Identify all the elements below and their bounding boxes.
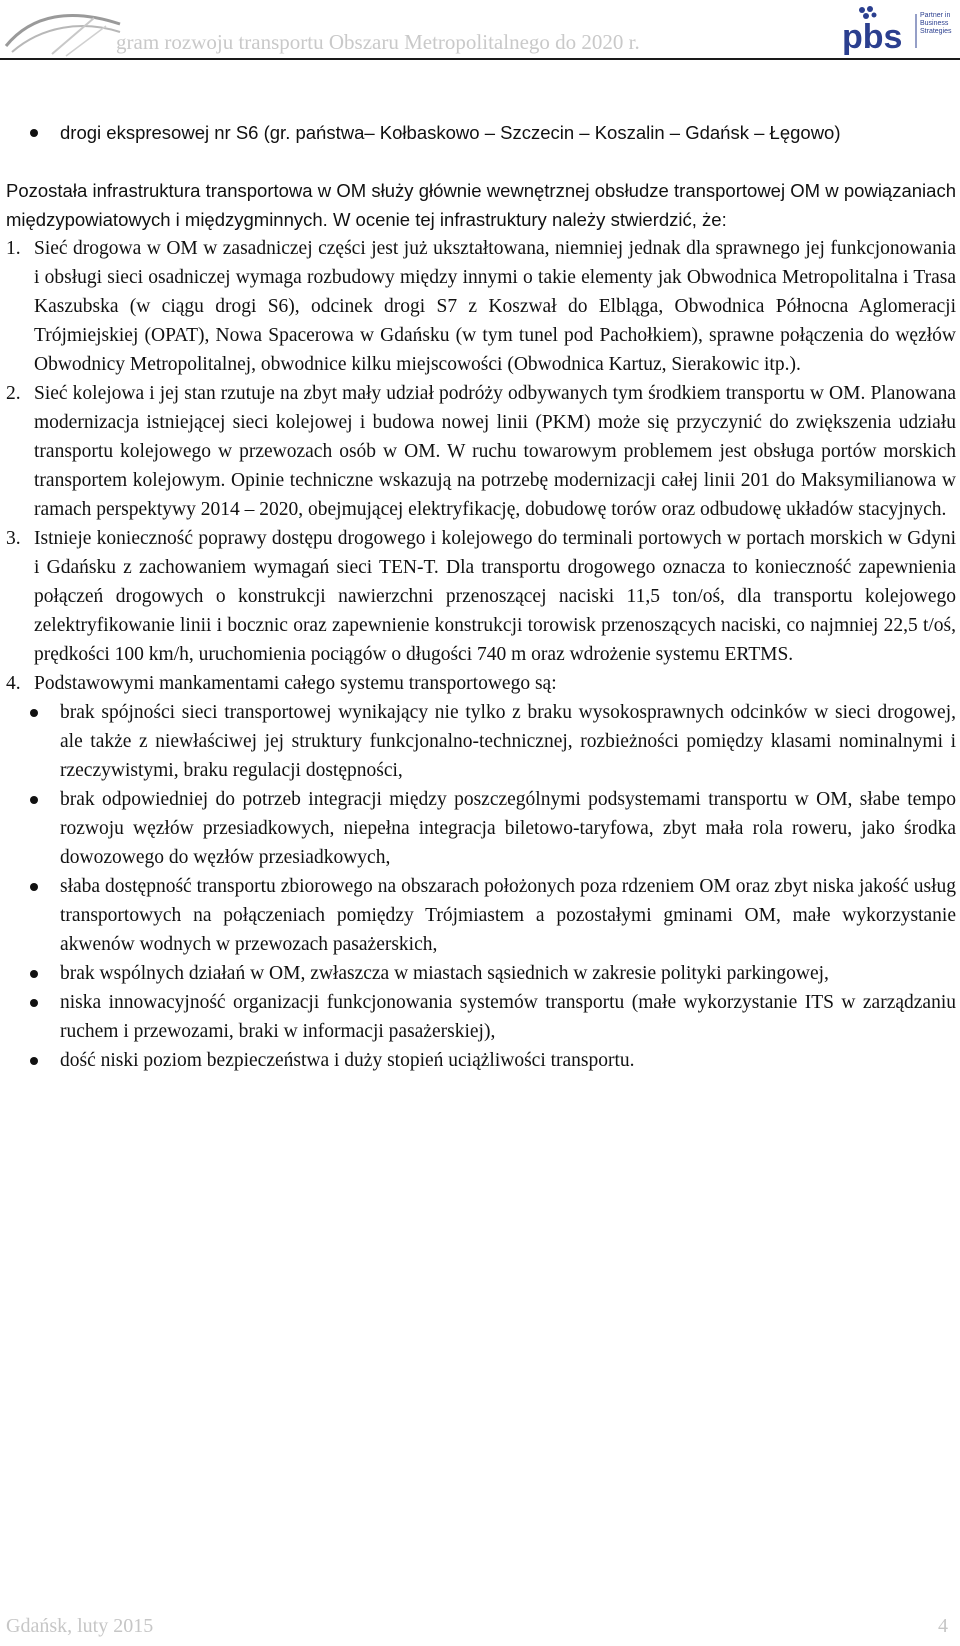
list-item-text: brak odpowiedniej do potrzeb integracji między poszczególnymi podsystemami transportu w OM, słabe tempo rozwoju węzłów przesiadkowych, niepełna integracja biletowo-taryfowa, zbyt mała rola roweru, jako środka dowozowego do węzłów przesiadkowych, (60, 789, 956, 868)
item-text: Sieć kolejowa i jej stan rzutuje na zbyt mały udział podróży odbywanych tym środkiem transportu w OM. Planowana modernizacja istniejącej sieci kolejowej i budowa nowej linii (PKM) może się przyczynić do zwiększenia udziału transportu kolejowego w przewozach osób w OM. W ruchu towarowym problemem jest obsługa portów morskich transportem kolejowym. Opinie techniczne wskazują na potrzebę modernizacji całej linii 201 do Maksymilianowa w ramach perspektywy 2014 – 2020, obejmującej elektryfikację, dobudowę torów oraz odbudowę układów stacyjnych. (34, 383, 956, 520)
item-number: 2. (6, 383, 21, 404)
item-number: 1. (6, 238, 21, 259)
list-item-text: brak wspólnych działań w OM, zwłaszcza w miastach sąsiednich w zakresie polityki parkingowej, (60, 963, 829, 984)
list-item (6, 959, 956, 988)
list-item (6, 118, 956, 147)
bullet-icon (30, 709, 38, 717)
bullet-icon (30, 883, 38, 891)
list-item-text: brak spójności sieci transportowej wynikający nie tylko z braku wysokosprawnych odcinków w sieci drogowej, ale także z niewłaściwej jej struktury funkcjonalno-technicznej, rozbieżności pomiędzy klasami nominalnymi i rzeczywistymi, braku regulacji dostępności, (60, 702, 956, 781)
numbered-item (6, 379, 956, 524)
list-item (6, 698, 956, 785)
numbered-item (6, 234, 956, 379)
list-item (6, 872, 956, 959)
item-text: Istnieje konieczność poprawy dostępu drogowego i kolejowego do terminali portowych w portach morskich w Gdyni i Gdańsku z zachowaniem wymagań sieci TEN-T. Dla transportu drogowego oznacza to konieczność zapewnienia połączeń drogowych o konstrukcji nawierzchni przenoszącej naciski 11,5 ton/oś, dla transportu kolejowego zelektryfikowanie linii i bocznic oraz zapewnienie konstrukcji torowisk przenoszących naciski, co najmniej 22,5 t/oś, prędkości 100 km/h, uruchomienia pociągów o długości 740 m oraz wdrożenie systemu ERTMS. (34, 528, 956, 665)
list-item-text: dość niski poziom bezpieczeństwa i duży stopień uciążliwości transportu. (60, 1050, 635, 1071)
header-divider (0, 58, 960, 60)
pbs-tagline: Partner in Business Strategies (920, 12, 952, 35)
bullet-icon (30, 999, 38, 1007)
bullet-icon (30, 796, 38, 804)
bullet-icon (30, 129, 38, 137)
numbered-item (6, 669, 956, 698)
item-number: 4. (6, 673, 21, 694)
list-item (6, 785, 956, 872)
item-number: 3. (6, 528, 21, 549)
list-item (6, 988, 956, 1046)
document-title: gram rozwoju transportu Obszaru Metropolitalnego do 2020 r. (116, 30, 640, 54)
pbs-logo-text: pbs (842, 18, 903, 56)
page-content (6, 118, 956, 1075)
bullet-icon (30, 970, 38, 978)
page-number: 4 (938, 1615, 948, 1637)
item-text: Sieć drogowa w OM w zasadniczej części jest już ukształtowana, niemniej jednak dla sprawnego jej funkcjonowania i obsługi sieci osadniczej wymaga rozbudowy między innymi o takie elementy jak Obwodnica Metropolitalna i Trasa Kaszubska (w ciągu drogi S6), odcinek drogi S7 z Koszwał do Elbląga, Obwodnica Północna Aglomeracji Trójmiejskiej (OPAT), Nowa Spacerowa w Gdańsku (w tym tunel pod Pachołkiem), sprawne połączenia do węzłów Obwodnicy Metropolitalnej, obwodnice kilku miejscowości (Obwodnica Kartuz, Sierakowic itp.). (34, 238, 956, 375)
body-paragraph: Pozostała infrastruktura transportowa w OM służy głównie wewnętrznej obsłudze transportowej OM w powiązaniach międzypowiatowych i międzygminnych. W ocenie tej infrastruktury należy stwierdzić, że: (6, 180, 956, 230)
list-item-text: słaba dostępność transportu zbiorowego na obszarach położonych poza rdzeniem OM oraz zbyt niska jakość usług transportowych na połączeniach pomiędzy Trójmiastem a pozostałymi gminami OM, małe wykorzystanie akwenów wodnych w przewozach pasażerskich, (60, 876, 956, 955)
bullet-icon (30, 1057, 38, 1065)
list-item-text: niska innowacyjność organizacji funkcjonowania systemów transportu (małe wykorzystanie ITS w zarządzaniu ruchem i przewozami, braki w informacji pasażerskiej), (60, 992, 956, 1042)
item-text: Podstawowymi mankamentami całego systemu transportowego są: (34, 673, 557, 694)
numbered-item (6, 524, 956, 669)
footer-date: Gdańsk, luty 2015 (6, 1615, 154, 1637)
list-item (6, 1046, 956, 1075)
list-item-text: drogi ekspresowej nr S6 (gr. państwa– Kołbaskowo – Szczecin – Koszalin – Gdańsk – Łęgowo) (60, 122, 841, 143)
road-swoosh-logo (2, 4, 122, 58)
page-header (0, 0, 960, 60)
